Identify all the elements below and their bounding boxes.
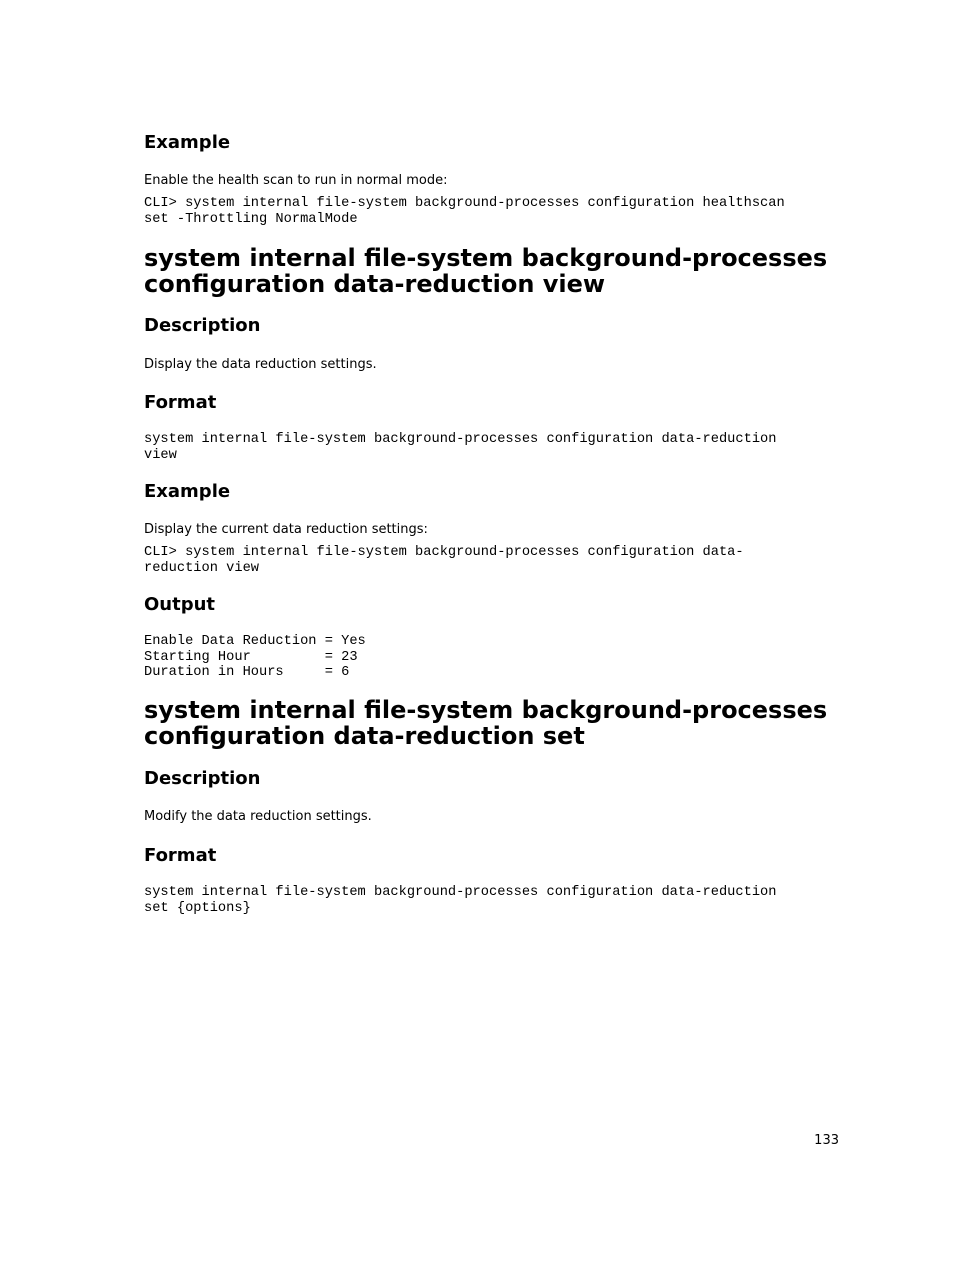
view-title-line-2: configuration data-reduction view xyxy=(144,270,606,298)
set-description-text: Modify the data reduction settings. xyxy=(144,809,372,824)
view-format-code: system internal file-system background-processes configuration data-reduction view xyxy=(144,432,777,463)
view-title-line-1: system internal file-system background-processes xyxy=(144,244,828,272)
example-heading: Example xyxy=(144,132,231,153)
example-code: CLI> system internal file-system background-processes configuration healthscan set -Throttling NormalMode xyxy=(144,196,785,227)
page-number: 133 xyxy=(814,1133,839,1148)
set-title-line-2: configuration data-reduction set xyxy=(144,722,585,750)
set-format-heading: Format xyxy=(144,845,217,866)
view-example-heading: Example xyxy=(144,481,231,502)
set-title-line-1: system internal file-system background-processes xyxy=(144,696,828,724)
view-format-heading: Format xyxy=(144,392,217,413)
set-format-code: system internal file-system background-processes configuration data-reduction set {options} xyxy=(144,885,777,916)
view-example-description: Display the current data reduction settings: xyxy=(144,522,428,537)
view-output-code: Enable Data Reduction = Yes Starting Hour = 23 Duration in Hours = 6 xyxy=(144,634,366,680)
view-command-title xyxy=(144,245,827,297)
view-output-heading: Output xyxy=(144,594,216,615)
example-description: Enable the health scan to run in normal mode: xyxy=(144,173,448,188)
set-command-title xyxy=(144,697,827,749)
view-example-code: CLI> system internal file-system background-processes configuration data- reduction view xyxy=(144,545,744,576)
set-description-heading: Description xyxy=(144,768,261,789)
view-description-text: Display the data reduction settings. xyxy=(144,357,377,372)
view-description-heading: Description xyxy=(144,315,261,336)
